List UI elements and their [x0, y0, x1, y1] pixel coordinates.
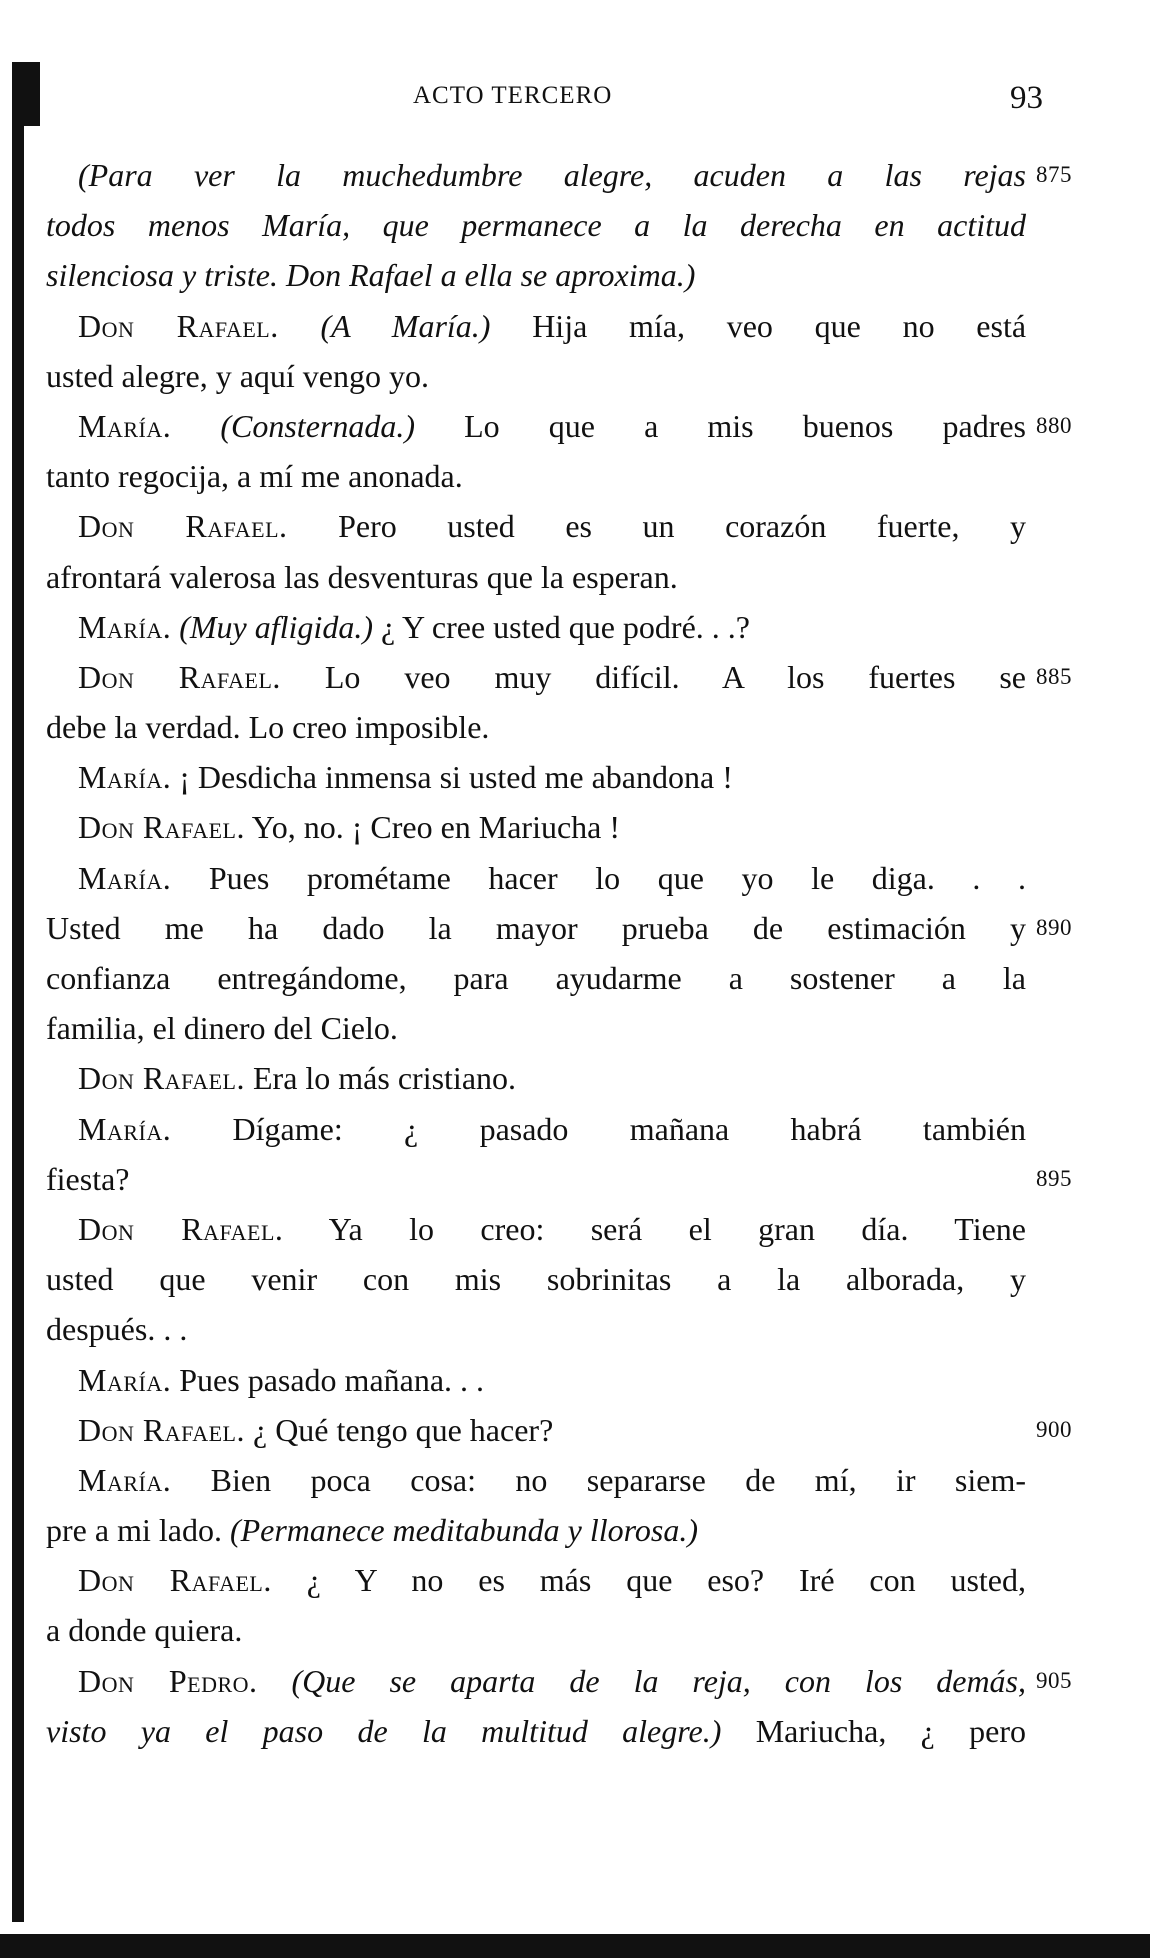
text-line — [46, 351, 1036, 401]
dialogue-text: usted que venir con mis sobrinitas a la alborada, y — [46, 1261, 1026, 1298]
dialogue-text: Lo veo muy difícil. A los fuertes se — [280, 658, 1027, 695]
text-line — [46, 903, 1072, 953]
text-line — [46, 1706, 1026, 1756]
line-number: 875 — [1036, 162, 1072, 187]
dialogue-text: ¿ Y no es más que eso? Iré con usted, — [271, 1562, 1027, 1599]
text-line — [46, 301, 1026, 351]
dialogue-text: ¿ Y cree usted que podré. . .? — [372, 608, 750, 645]
page-edge-shadow — [12, 62, 24, 1922]
speaker-name: Don Rafael. — [78, 1562, 272, 1599]
dialogue-text: confianza entregándome, para ayudarme a sostener a la — [46, 960, 1026, 996]
dialogue-text: a donde quiera. — [46, 1612, 243, 1649]
dialogue-text: Yo, no. ¡ Creo en Mariucha ! — [244, 809, 621, 846]
speaker-name: María. — [78, 859, 172, 896]
dialogue-text: pre a mi lado. — [46, 1512, 230, 1549]
dialogue-text: Mariucha, ¿ pero — [721, 1712, 1027, 1749]
text-line — [46, 150, 1072, 200]
text-line — [46, 501, 1026, 551]
dialogue-text: Pues pasado mañana. . . — [171, 1361, 485, 1398]
text-line — [46, 1355, 1036, 1405]
dialogue-text: Usted me ha dado la mayor prueba de estimación y — [46, 909, 1026, 946]
dialogue-text: afrontará valerosa las desventuras que la esperan. — [46, 558, 678, 595]
dialogue-text: ¡ Desdicha inmensa si usted me abandona ! — [171, 759, 733, 796]
text-line — [46, 752, 1036, 802]
text-line — [46, 1003, 1036, 1053]
stage-direction: visto ya el paso de la multitud alegre.) — [46, 1712, 722, 1749]
text-line — [46, 1053, 1036, 1103]
text-line — [46, 250, 1036, 300]
dialogue-text — [279, 308, 321, 344]
speaker-name: Don Rafael. — [78, 809, 245, 846]
text-line — [46, 401, 1072, 451]
text-line — [46, 602, 1036, 652]
speaker-name: Don Rafael. — [78, 1060, 245, 1097]
text-line — [46, 200, 1026, 250]
text-line — [46, 652, 1072, 702]
dialogue-text: ¿ Qué tengo que hacer? — [244, 1411, 554, 1448]
dialogue-text: Lo que a mis buenos padres — [415, 407, 1027, 444]
stage-direction: (Para ver la muchedumbre alegre, acuden a las rejas — [78, 157, 1026, 193]
speaker-name: Don Rafael. — [78, 658, 281, 695]
dialogue-text: Dígame: ¿ pasado mañana habrá también — [171, 1110, 1026, 1147]
text-line — [46, 1505, 1036, 1555]
speaker-name: Don Pedro. — [78, 1662, 258, 1699]
dialogue-text: Pues prométame hacer lo que yo le diga. . . — [171, 859, 1026, 896]
stage-direction: (Consternada.) — [220, 407, 415, 444]
speaker-name: María. — [78, 1361, 172, 1398]
line-number: 905 — [1036, 1667, 1072, 1693]
dialogue-text: Ya lo creo: será el gran día. Tiene — [283, 1210, 1027, 1247]
dialogue-text: Hija mía, veo que no está — [490, 307, 1027, 344]
line-number: 895 — [1036, 1165, 1072, 1191]
dialogue-text: tanto regocija, a mí me anonada. — [46, 458, 463, 495]
stage-direction: (A María.) — [320, 307, 491, 344]
line-number: 890 — [1036, 914, 1072, 940]
stage-direction: (Permanece meditabunda y llorosa.) — [229, 1512, 698, 1549]
speaker-name: María. — [78, 608, 172, 645]
text-line — [46, 802, 1036, 852]
text-line — [46, 451, 1036, 501]
dialogue-text: usted alegre, y aquí vengo yo. — [46, 357, 429, 394]
dialogue-text: familia, el dinero del Cielo. — [46, 1010, 398, 1047]
text-line — [46, 1605, 1036, 1655]
page-bottom-edge — [0, 1934, 1150, 1958]
text-line — [46, 1154, 1072, 1204]
speaker-name: Don Rafael. — [78, 1411, 245, 1448]
stage-direction: silenciosa y triste. Don Rafael a ella se aproxima.) — [46, 257, 696, 294]
speaker-name: María. — [78, 407, 172, 444]
speaker-name: María. — [78, 1110, 172, 1147]
speaker-name: Don Rafael. — [78, 1210, 284, 1247]
page-header — [0, 82, 1150, 122]
dialogue-text — [171, 408, 220, 444]
dialogue-text — [258, 1663, 292, 1699]
dialogue-text: Era lo más cristiano. — [244, 1060, 517, 1097]
text-line — [46, 552, 1036, 602]
line-number: 880 — [1036, 412, 1072, 438]
text-line — [46, 1405, 1072, 1455]
text-line — [46, 1304, 1036, 1354]
text-line — [46, 853, 1026, 903]
speaker-name: María. — [78, 759, 172, 796]
text-line — [46, 1555, 1026, 1605]
stage-direction: (Muy afligida.) — [179, 608, 373, 645]
line-number: 885 — [1036, 663, 1072, 689]
dialogue-text: debe la verdad. Lo creo imposible. — [46, 709, 490, 746]
text-line — [46, 953, 1026, 1003]
dialogue-text: después. . . — [46, 1311, 188, 1348]
text-line — [46, 1204, 1026, 1254]
play-text — [46, 150, 1072, 1756]
stage-direction: todos menos María, que permanece a la derecha en actitud — [46, 207, 1026, 244]
stage-direction: (Que se aparta de la reja, con los demás, — [291, 1662, 1026, 1699]
text-line — [46, 1104, 1026, 1154]
dialogue-text: Pero usted es un corazón fuerte, y — [287, 508, 1027, 545]
speaker-name: Don Rafael. — [78, 307, 279, 344]
text-line — [46, 1455, 1026, 1505]
page-number: 93 — [1010, 80, 1043, 116]
dialogue-text: fiesta? — [46, 1160, 130, 1197]
dialogue-text: Bien poca cosa: no separarse de mí, ir siem- — [171, 1461, 1026, 1498]
speaker-name: María. — [78, 1461, 172, 1498]
text-line — [46, 1254, 1026, 1304]
text-line — [46, 1656, 1072, 1706]
running-head: ACTO TERCERO — [413, 82, 613, 109]
line-number: 900 — [1036, 1416, 1072, 1442]
speaker-name: Don Rafael. — [78, 508, 288, 545]
text-line — [46, 702, 1036, 752]
